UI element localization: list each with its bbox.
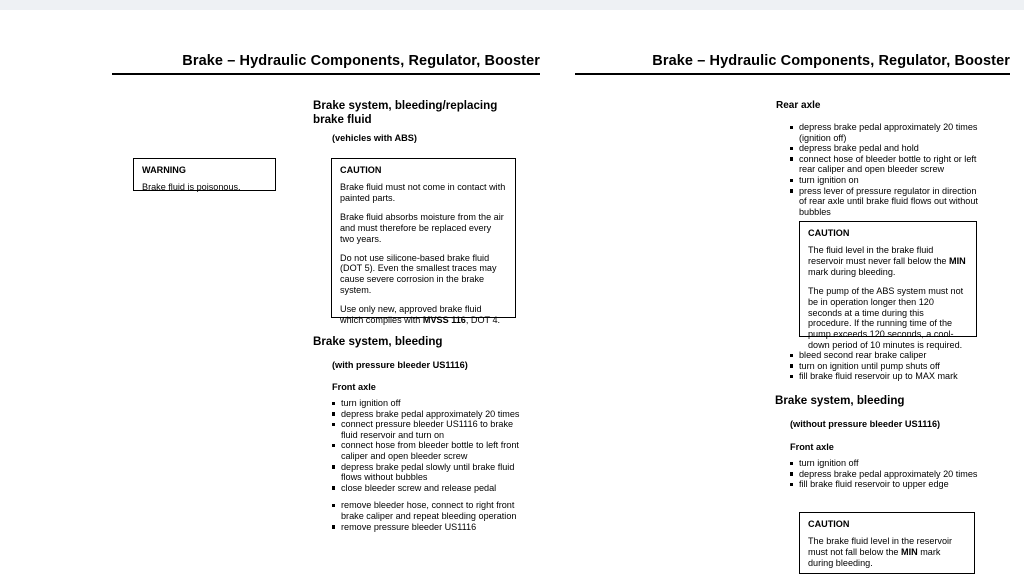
left-caution-para-4-standard: MVSS 116 — [422, 315, 466, 326]
right-bottom-caution-box — [799, 512, 975, 574]
right-front-axle-steps — [790, 458, 990, 490]
list-item: fill brake fluid reservoir to upper edge — [790, 479, 990, 490]
list-item: depress brake pedal approximately 20 times — [332, 409, 522, 420]
right-caution-box-title: CAUTION — [808, 228, 850, 238]
right-bottom-caution-min-mark: MIN — [901, 546, 918, 557]
left-section-subheading: (vehicles with ABS) — [332, 133, 417, 143]
list-item: turn ignition on — [790, 175, 985, 186]
list-item: turn ignition off — [790, 458, 990, 469]
left-caution-box — [331, 158, 516, 326]
list-item: depress brake pedal approximately 20 times (ignition off) — [790, 122, 985, 143]
left-page-header — [112, 52, 540, 75]
list-item: connect hose of bleeder bottle to right or left rear caliper and open bleeder screw — [790, 154, 985, 175]
right-page-title: Brake – Hydraulic Components, Regulator, Booster — [652, 53, 1010, 69]
left-front-axle-steps — [332, 398, 522, 532]
left-caution-box-title: CAUTION — [340, 165, 382, 175]
warning-box-body: Brake fluid is poisonous. — [142, 182, 241, 192]
right-bottom-caution-prefix: The brake fluid level in the reservoir must not fall below the — [808, 536, 953, 557]
scanned-page-spread — [0, 10, 1024, 576]
right-front-axle-label: Front axle — [790, 442, 834, 452]
list-item: depress brake pedal and hold — [790, 143, 985, 154]
left-bleeding-subheading: (with pressure bleeder US1116) — [332, 360, 468, 370]
right-bottom-caution-box-title: CAUTION — [808, 519, 850, 529]
list-item: fill brake fluid reservoir up to MAX mark — [790, 371, 985, 382]
rear-axle-steps — [790, 122, 985, 217]
list-item: turn on ignition until pump shuts off — [790, 361, 985, 372]
left-caution-para-1: Brake fluid must not come in contact with painted parts. — [340, 182, 506, 203]
left-header-rule — [112, 73, 540, 75]
list-item: connect hose from bleeder bottle to left front caliper and open bleeder screw — [332, 440, 522, 461]
warning-box — [133, 158, 276, 191]
left-caution-para-4-prefix: Use only new, approved brake fluid which complies with — [340, 304, 482, 326]
left-caution-para-2: Brake fluid absorbs moisture from the air and must therefore be replaced every two years. — [340, 211, 504, 244]
right-bottom-caution-para — [808, 536, 966, 569]
left-front-axle-label: Front axle — [332, 382, 376, 392]
list-item: remove bleeder hose, connect to right front brake caliper and repeat bleeding operation — [332, 500, 522, 521]
list-item: remove pressure bleeder US1116 — [332, 522, 522, 533]
right-caution-para-1 — [808, 245, 968, 278]
right-bleeding-heading: Brake system, bleeding — [775, 394, 905, 407]
list-item: bleed second rear brake caliper — [790, 350, 985, 361]
left-page-title: Brake – Hydraulic Components, Regulator, Booster — [182, 53, 540, 69]
left-page — [0, 10, 560, 576]
right-caution-para-1-prefix: The fluid level in the brake fluid reservoir must never fall below the — [808, 245, 950, 266]
list-item: turn ignition off — [332, 398, 522, 409]
list-item: press lever of pressure regulator in direction of rear axle until brake fluid flows out without bubbles — [790, 186, 985, 218]
right-bleeding-subheading: (without pressure bleeder US1116) — [790, 419, 941, 429]
left-section-heading: Brake system, bleeding/replacing brake fluid — [313, 99, 498, 126]
list-item: close bleeder screw and release pedal — [332, 483, 522, 494]
list-item: depress brake pedal slowly until brake fluid flows without bubbles — [332, 462, 522, 483]
right-header-rule — [575, 73, 1010, 75]
rear-axle-steps-continued — [790, 350, 985, 382]
right-caution-box — [799, 221, 977, 351]
left-caution-para-3: Do not use silicone-based brake fluid (DOT 5). Even the smallest traces may cause severe corrosion in the brake system. — [340, 252, 497, 296]
warning-box-title: WARNING — [142, 165, 186, 175]
left-caution-para-4 — [340, 304, 507, 326]
left-caution-para-4-suffix: , DOT 4. — [465, 315, 501, 326]
list-item: connect pressure bleeder US1116 to brake fluid reservoir and turn on — [332, 419, 522, 440]
rear-axle-label: Rear axle — [776, 100, 821, 111]
right-page — [560, 10, 1024, 576]
right-caution-para-1-suffix: mark during bleeding. — [808, 266, 896, 277]
right-caution-para-2: The pump of the ABS system must not be in operation longer then 120 seconds at a time during this procedure. If the running time of the pump exceeds 120 seconds, a cool-down period of 10 minutes is required. — [808, 285, 964, 351]
scan-top-edge-band — [0, 0, 1024, 10]
right-page-header — [575, 52, 1010, 75]
right-bottom-caution-suffix: mark during bleeding. — [808, 546, 941, 568]
list-item: depress brake pedal approximately 20 times — [790, 469, 990, 480]
left-bleeding-heading: Brake system, bleeding — [313, 335, 443, 348]
right-caution-min-mark: MIN — [949, 255, 966, 266]
